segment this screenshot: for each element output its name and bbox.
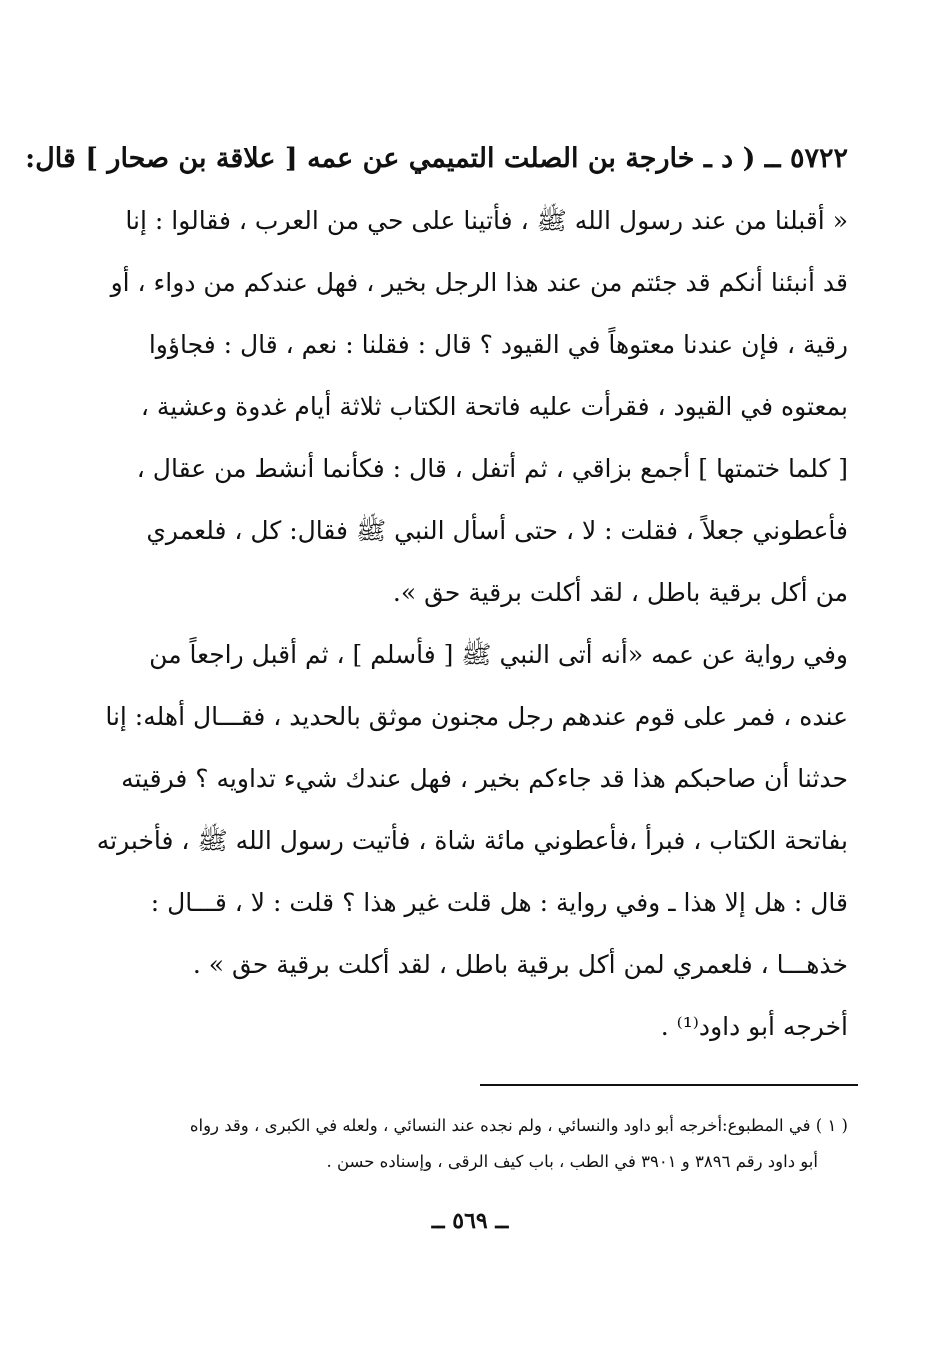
page-number: ــ ٥٦٩ ــ: [431, 1208, 509, 1234]
body-line: « أقبلنا من عند رسول الله ﷺ ، فأتينا على حي من العرب ، فقالوا : إنا: [125, 206, 848, 235]
body-line: أخرجه أبو داود⁽¹⁾ .: [660, 1012, 848, 1041]
body-line: حدثنا أن صاحبكم هذا قد جاءكم بخير ، فهل عندك شيء تداويه ؟ فرقيته: [121, 764, 848, 793]
body-line: [ كلما ختمتها ] أجمع بزاقي ، ثم أتفل ، قال : فكأنما أنشط من عقال ،: [136, 454, 848, 483]
footnote: [128, 1108, 848, 1180]
footnote-divider: [480, 1084, 858, 1086]
body-line: وفي رواية عن عمه «أنه أتى النبي ﷺ [ فأسلم ] ، ثم أقبل راجعاً من: [149, 640, 848, 669]
footnote-line: أبو داود رقم ٣٨٩٦ و ٣٩٠١ في الطب ، باب كيف الرقى ، وإسناده حسن .: [326, 1152, 818, 1171]
body-line: بمعتوه في القيود ، فقرأت عليه فاتحة الكتاب ثلاثة أيام غدوة وعشية ،: [140, 392, 848, 421]
body-line: عنده ، فمر على قوم عندهم رجل مجنون موثق بالحديد ، فقـــال أهله: إنا: [105, 702, 848, 731]
body-line: قال : هل إلا هذا ـ وفي رواية : هل قلت غير هذا ؟ قلت : لا ، قـــال :: [150, 888, 848, 917]
hadith-heading-line: ٥٧٢٢ ــ ( د ـ خارجة بن الصلت التميمي عن عمه [ علاقة بن صحار ] قال:: [25, 143, 848, 174]
body-line: فأعطوني جعلاً ، فقلت : لا ، حتى أسأل النبي ﷺ فقال: كل ، فلعمري: [146, 516, 848, 545]
body-line: قد أنبئنا أنكم قد جئتم من عند هذا الرجل بخير ، فهل عندكم من دواء ، أو: [110, 268, 848, 297]
footnote-line: ( ١ ) في المطبوع:أخرجه أبو داود والنسائي ، ولم نجده عند النسائي ، ولعله في الكبرى ، وقد رواه: [189, 1116, 848, 1135]
main-text: [25, 128, 848, 1058]
body-line: خذهـــا ، فلعمري لمن أكل برقية باطل ، لقد أكلت برقية حق » .: [192, 950, 848, 979]
body-line: رقية ، فإن عندنا معتوهاً في القيود ؟ قال : فقلنا : نعم ، قال : فجاؤوا: [148, 330, 848, 359]
body-line: من أكل برقية باطل ، لقد أكلت برقية حق ».: [392, 578, 848, 607]
body-line: بفاتحة الكتاب ، فبرأ ،فأعطوني مائة شاة ، فأتيت رسول الله ﷺ ، فأخبرته: [96, 826, 848, 855]
